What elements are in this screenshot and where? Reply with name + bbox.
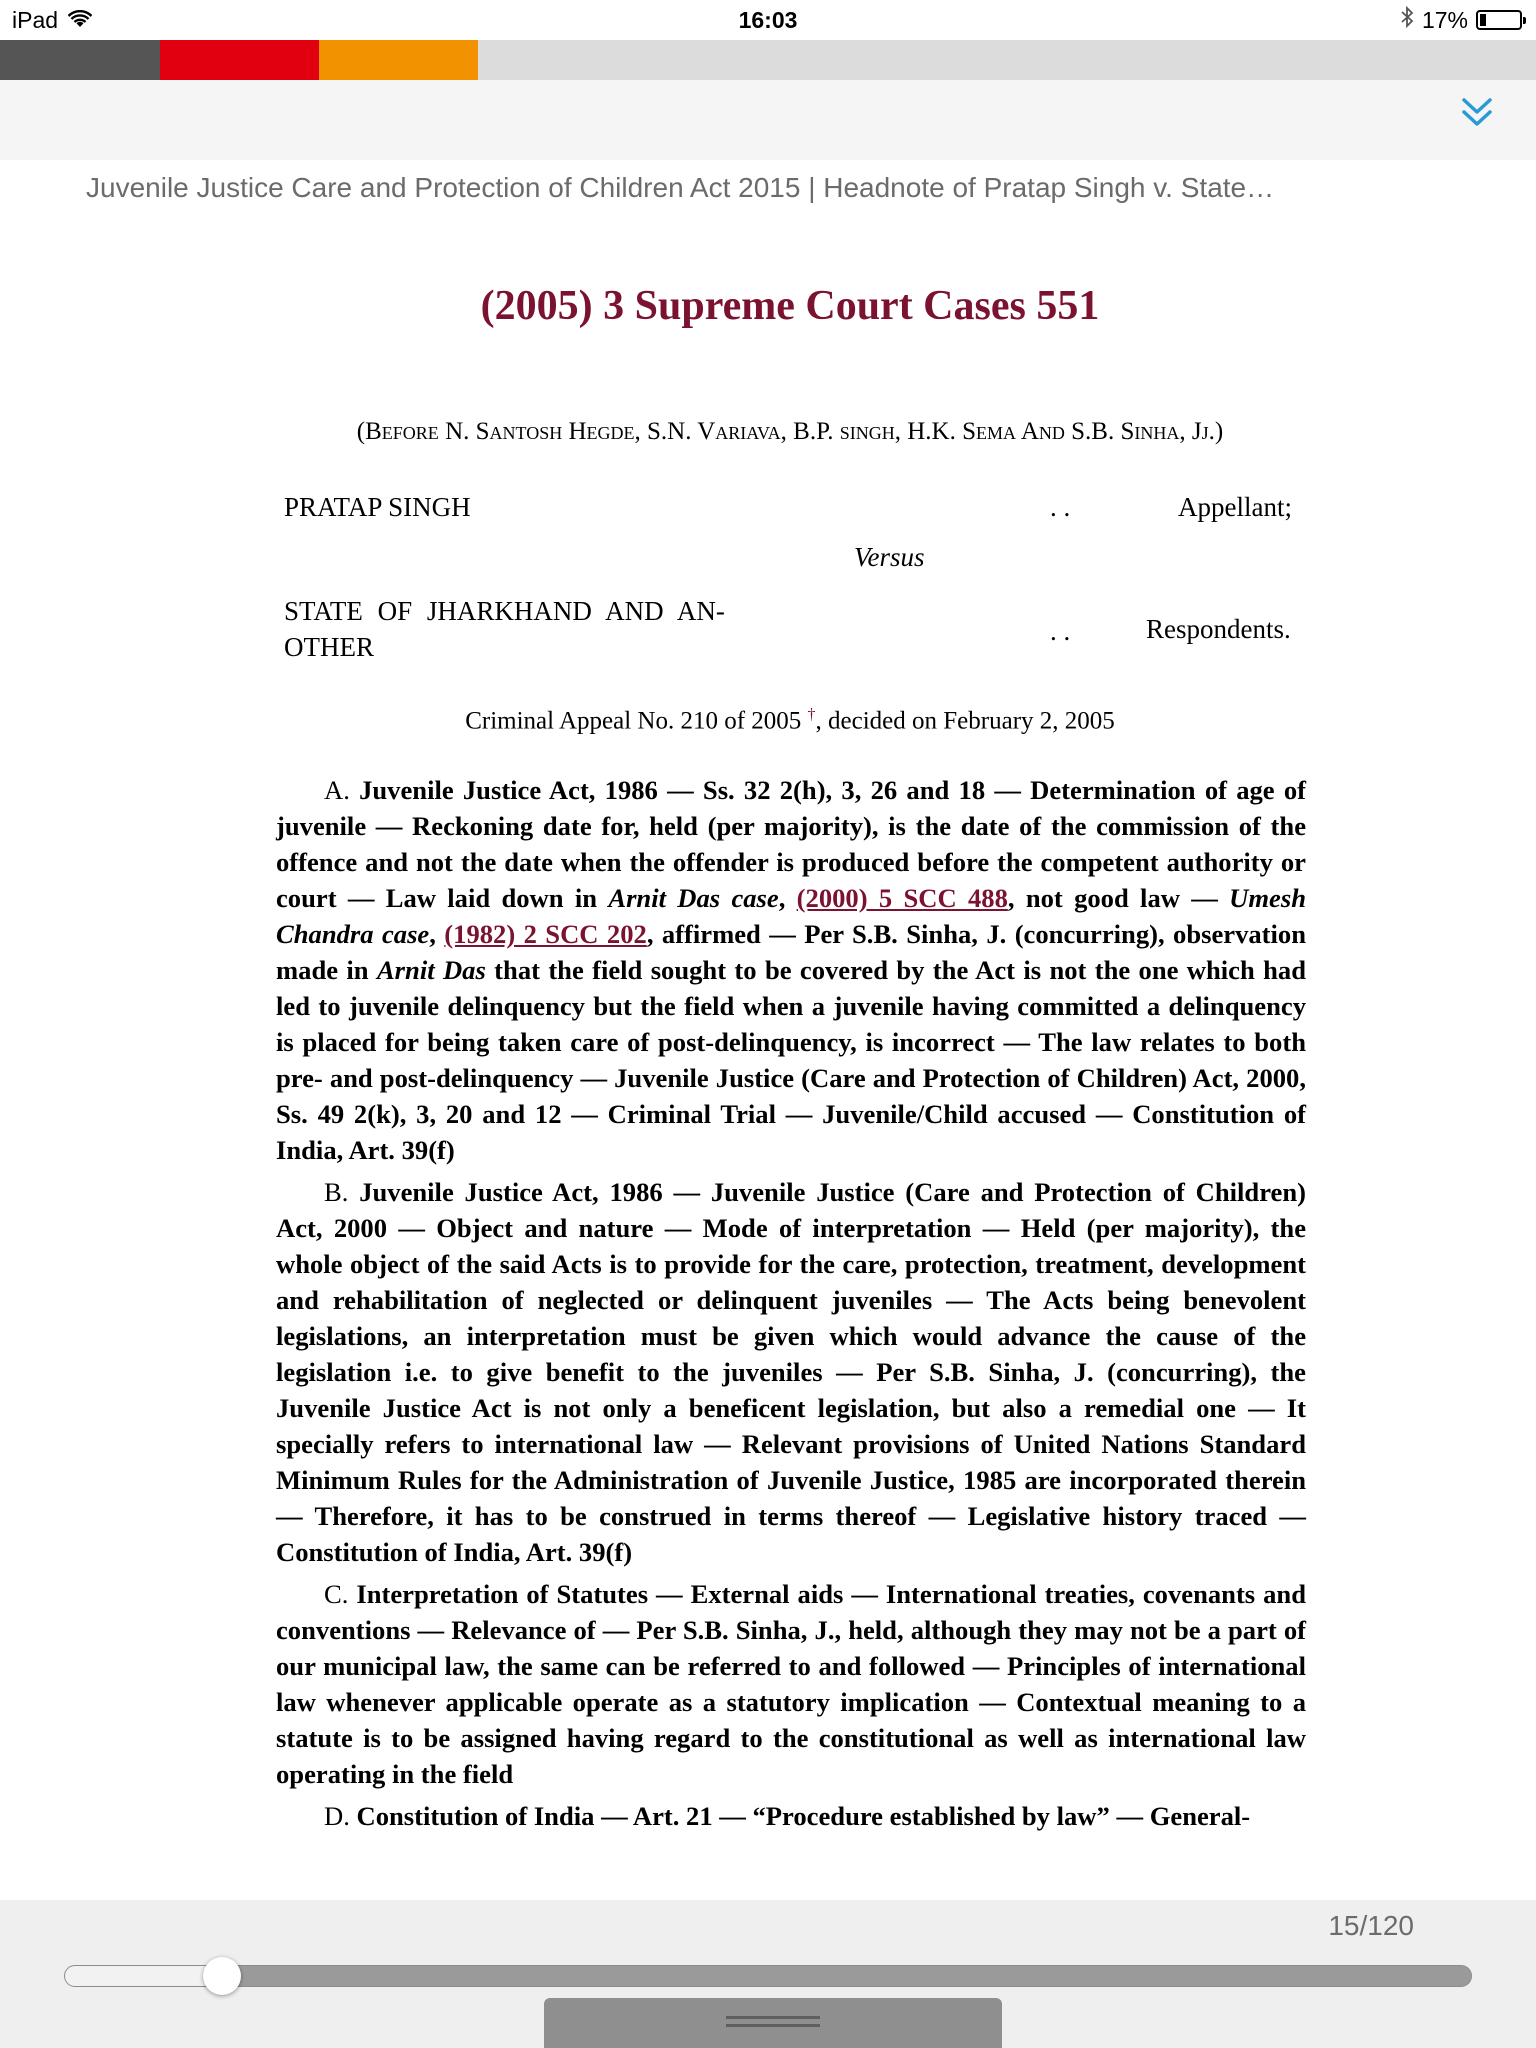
status-bar [0,0,1536,40]
respondent-role: Respondents. [1146,614,1291,644]
headnote-a-case-3: Arnit Das [376,955,486,985]
bench-open-paren: ( [356,418,366,445]
case-citation-title: (2005) 3 Supreme Court Cases 551 [480,283,1100,329]
appellant-name: PRATAP SINGH [284,492,471,522]
color-strip-gray [0,40,160,80]
headnote-c-label: C. [324,1579,349,1609]
headnote-d [276,1798,1306,1834]
appellant-role: Appellant; [1178,492,1292,522]
bluetooth-icon [1400,6,1414,34]
bench-before: Before [365,418,439,445]
appeal-footnote-dagger[interactable]: † [807,706,816,723]
drag-handle[interactable] [544,1998,1002,2048]
headnote-a-text-4: that the field sought to be covered by the Act is not the one which had led to juvenile delinquency but the field when a juvenile having committed a delinquency is placed for being taken care of post-delinquency, is incorrect — The law relates to both pre- and post-delinquency — Juvenile Justice (Care and Protection of Children) Act, 2000, Ss. 49 2(k), 3, 20 and 12 — Criminal Trial — Juvenile/Child accused — Constitution of India, Art. 39(f) [276,955,1307,1165]
device-name: iPad [12,7,59,33]
headnote-c [276,1576,1306,1792]
headnote-a-case-2: Umesh Chandra case [276,883,1306,949]
versus-label: Versus [854,542,925,572]
headnote-b [276,1174,1306,1570]
bench-judges: N. Santosh Hegde, S.N. Variava, B.P. singh, H.K. Sema And S.B. Sinha, Jj.) [438,418,1224,445]
clock: 16:03 [738,7,798,33]
respondent-name-line1: STATE OF JHARKHAND AND AN- [284,596,725,626]
headnote-a-text-2: , not good law — [1007,883,1230,913]
headnote-a-text-1: Juvenile Justice Act, 1986 — Ss. 32 2(h), 3, 26 and 18 — Determination of age of juvenile — Reckoning date for, held (per majority), is the date of the commission of the offence and not the date when the offender is produced before the competent authority or court — Law laid down in [276,775,1306,913]
document-header-title: Juvenile Justice Care and Protection of Children Act 2015 | Headnote of Pratap Singh v. State… [86,172,1275,203]
page-slider-progress [65,1966,223,1986]
double-chevron-down-icon[interactable] [1456,92,1498,134]
bench-line [0,418,1536,446]
headnote-a-case-1: Arnit Das case [608,883,779,913]
respondent-dots: . . [1050,616,1071,646]
citation-link-1982-2-scc-202[interactable]: (1982) 2 SCC 202 [444,919,647,949]
headnote-a-text-3: , affirmed — Per S.B. Sinha, J. (concurring), observation made in [276,919,1307,985]
reader-toolbar [0,80,1536,160]
page-counter: 15/120 [1328,1910,1414,1941]
headnote-b-text: Juvenile Justice Act, 1986 — Juvenile Justice (Care and Protection of Children) Act, 2000 — Object and nature — Mode of interpretation — Held (per majority), the whole object of the said Acts is to provide for the care, protection, treatment, development and rehabilitation of neglected or delinquent juveniles — The Acts being benevolent legislations, an interpretation must be given which would advance the cause of the legislation i.e. to give benefit to the juveniles — Per S.B. Sinha, J. (concurring), the Juvenile Justice Act is not only a beneficent legislation, but also a remedial one — It specially refers to international law — Relevant provisions of United Nations Standard Minimum Rules for the Administration of Juvenile Justice, 1985 are incorporated therein — Therefore, it has to be construed in terms thereof — Legislative history traced — Constitution of India, Art. 39(f) [276,1177,1306,1567]
appellant-dots: . . [1050,492,1071,522]
color-strip-orange [319,40,478,80]
battery-icon [1476,10,1522,30]
headnote-c-text: Interpretation of Statutes — External aids — International treaties, covenants and conventions — Relevance of — Per S.B. Sinha, J., held, although they may not be a part of our municipal law, the same can be referred to and followed — Principles of international law whenever applicable operate as a statutory implication — Contextual meaning to a statute is to be assigned having regard to the constitutional as well as international law operating in the field [276,1579,1307,1789]
appeal-number: Criminal Appeal No. 210 of 2005 [465,707,802,735]
headnote-d-text: Constitution of India — Art. 21 — “Procedure established by law” — General- [356,1801,1251,1831]
drag-handle-grip-bottom [726,2024,820,2027]
headnotes [276,772,1306,1840]
appeal-decided: , decided on February 2, 2005 [815,707,1115,735]
color-strip-red [160,40,319,80]
battery-percent: 17% [1421,6,1468,33]
respondent-name-line2: OTHER [284,632,374,662]
headnote-b-label: B. [324,1177,349,1207]
drag-handle-grip-top [726,2016,820,2019]
citation-link-2000-5-scc-488[interactable]: (2000) 5 SCC 488 [796,883,1008,913]
headnote-a: A. Juvenile Justice Act, 1986 — Ss. 32 2(h), 3, 26 and 18 — Determination of age of juvenile — Reckoning date for, held (per majority), is the date of the commission of the offence and not the date when the offender is produced before the competent authority or court — Law laid down in Arnit Das case, (2000) 5 SCC 488, not good law — Umesh Chandra case, (1982) 2 SCC 202, affirmed — Per S.B. Sinha, J. (concurring), observation made in Arnit Das that the field sought to be covered by the Act is not the one which had led to juvenile delinquency but the field when a juvenile having committed a delinquency is placed for being taken care of post-delinquency, is incorrect — The law relates to both pre- and post-delinquency — Juvenile Justice (Care and Protection of Children) Act, 2000, Ss. 49 2(k), 3, 20 and 12 — Criminal Trial — Juvenile/Child accused — Constitution of India, Art. 39(f) [276,775,1307,1165]
color-strip [0,40,1536,80]
headnote-a-label: A. [324,775,350,805]
headnote-d-label: D. [324,1801,350,1831]
page-slider[interactable] [64,1965,1472,1987]
appeal-line [0,706,1536,735]
